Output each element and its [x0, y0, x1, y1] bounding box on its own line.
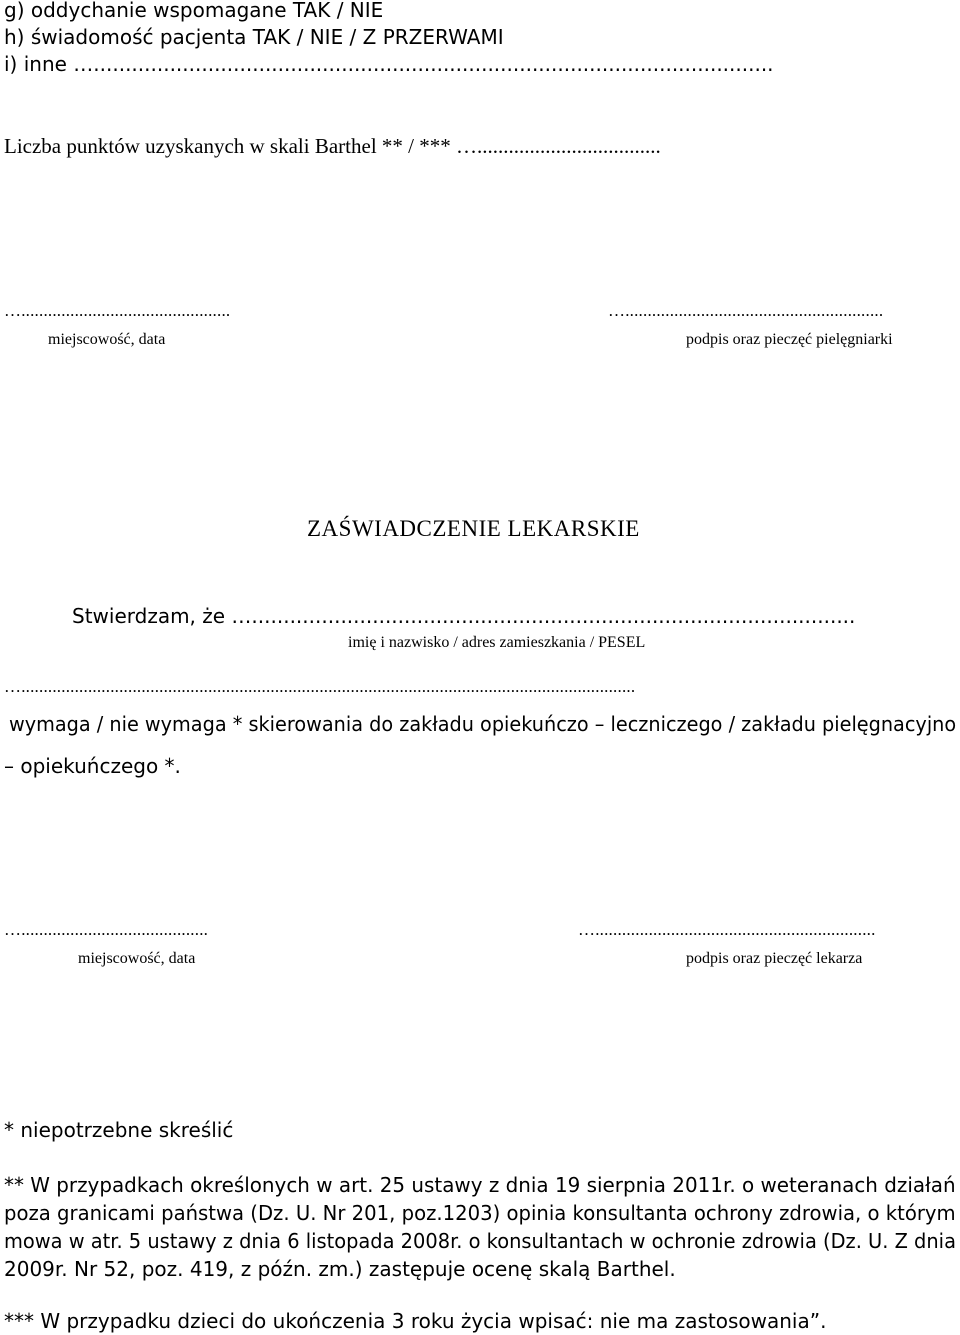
doctor-place-date-label: miejscowość, data	[78, 950, 196, 967]
doctor-place-date-dots: …..........................................	[4, 920, 209, 939]
line-g: g) oddychanie wspomagane TAK / NIE	[4, 0, 384, 22]
footnote-star-2-line-2: poza granicami państwa (Dz. U. Nr 201, poz.1203) opinia konsultanta ochrony zdrowia, o którym	[4, 1201, 956, 1225]
nurse-place-date-label: miejscowość, data	[48, 331, 166, 348]
doctor-signature-label: podpis oraz pieczęć lekarza	[686, 950, 863, 967]
footnote-star-3: *** W przypadku dzieci do ukończenia 3 roku życia wpisać: nie ma zastosowania”.	[4, 1309, 827, 1333]
footnote-star-1: * niepotrzebne skreślić	[4, 1118, 234, 1142]
patient-details-dots: …..........................................................................................................................................	[4, 677, 636, 696]
barthel-score-line: Liczba punktów uzyskanych w skali Barthel ** / *** …...................................	[4, 134, 661, 158]
footnote-star-2-line-3: mowa w atr. 5 ustawy z dnia 6 listopada 2008r. o konsultantach w ochronie zdrowia (Dz. U. Z dnia	[4, 1229, 956, 1253]
requirement-line-2: – opiekuńczego *.	[4, 754, 181, 778]
line-h: h) świadomość pacjenta TAK / NIE / Z PRZERWAMI	[4, 25, 504, 49]
certificate-title: ZAŚWIADCZENIE LEKARSKIE	[307, 516, 640, 541]
requirement-line-1: wymaga / nie wymaga * skierowania do zakładu opiekuńczo – leczniczego / zakładu pielęgnacyjno	[9, 712, 957, 736]
nurse-place-date-dots: …...............................................	[4, 301, 231, 320]
stwierdzam-line: Stwierdzam, że …...............................................................................................	[72, 604, 856, 628]
footnote-star-2-line-1: ** W przypadkach określonych w art. 25 ustawy z dnia 19 sierpnia 2011r. o weteranach działań	[4, 1173, 956, 1197]
doctor-signature-dots: …...............................................................	[578, 920, 876, 939]
footnote-star-2-line-4: 2009r. Nr 52, poz. 419, z późn. zm.) zastępuje ocenę skalą Barthel.	[4, 1257, 676, 1281]
name-address-pesel-label: imię i nazwisko / adres zamieszkania / PESEL	[348, 634, 646, 651]
nurse-signature-label: podpis oraz pieczęć pielęgniarki	[686, 331, 893, 348]
line-i: i) inne …...........................................................................................................	[4, 52, 774, 76]
nurse-signature-dots: …..........................................................	[608, 301, 884, 320]
